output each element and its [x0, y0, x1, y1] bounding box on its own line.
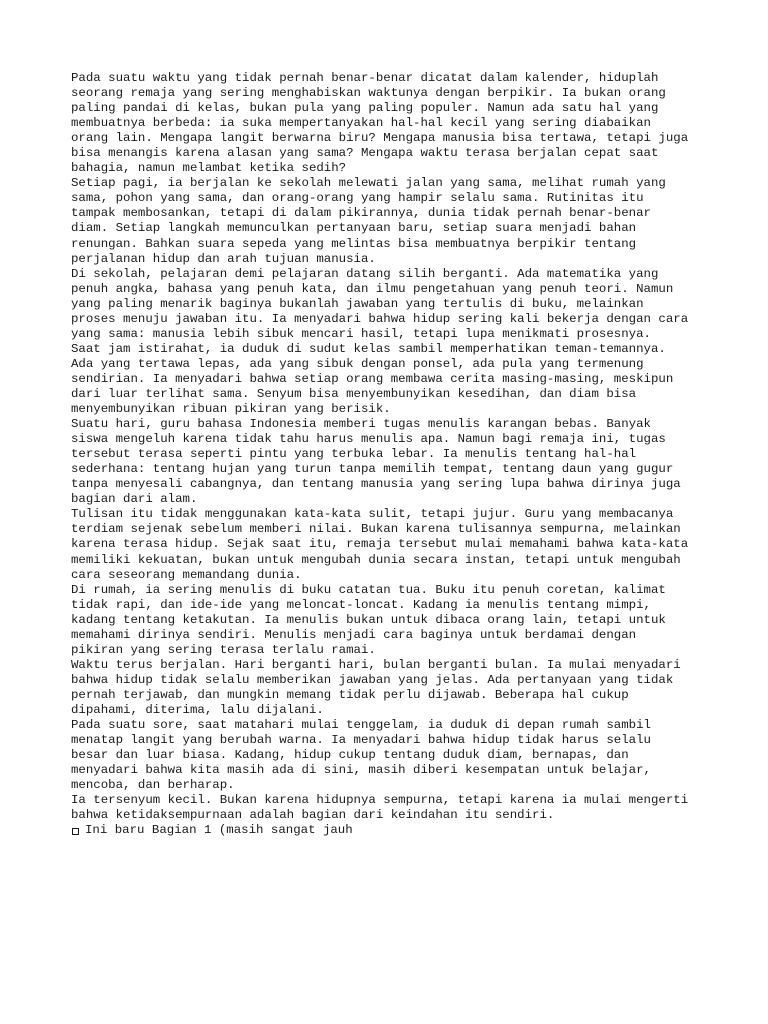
- document-body: [71, 71, 731, 838]
- text-line-final: [71, 823, 731, 838]
- text-line: perjalanan hidup dan arah tujuan manusia.: [71, 251, 376, 266]
- text-line: sama, pohon yang sama, dan orang-orang yang hampir selalu sama. Rutinitas itu: [71, 191, 644, 206]
- text-line: Setiap pagi, ia berjalan ke sekolah melewati jalan yang sama, melihat rumah yang: [71, 176, 666, 191]
- text-line: bahwa ketidaksempurnaan adalah bagian dari keindahan itu sendiri.: [71, 808, 555, 823]
- missing-glyph-box-icon: [72, 828, 79, 835]
- text-line: Ada yang tertawa lepas, ada yang sibuk dengan ponsel, ada pula yang termenung: [71, 356, 644, 371]
- text-line: orang lain. Mengapa langit berwarna biru? Mengapa manusia bisa tertawa, tetapi juga: [71, 131, 689, 146]
- text-line: tanpa menyesali cabangnya, dan tentang manusia yang sering lupa bahwa dirinya juga: [71, 477, 681, 492]
- text-line: Ia tersenyum kecil. Bukan karena hidupnya sempurna, tetapi karena ia mulai mengerti: [71, 793, 689, 808]
- text-line: bagian dari alam.: [71, 492, 198, 507]
- text-line: dari luar terlihat sama. Senyum bisa menyembunyikan kesedihan, dan diam bisa: [71, 386, 637, 401]
- text-line: Waktu terus berjalan. Hari berganti hari, bulan berganti bulan. Ia mulai menyadari: [71, 657, 681, 672]
- text-line: penuh angka, bahasa yang penuh kata, dan ilmu pengetahuan yang penuh teori. Namun: [71, 281, 674, 296]
- text-line: pikiran yang sering terasa terlalu ramai.: [71, 642, 376, 657]
- final-line-text: Ini baru Bagian 1 (masih sangat jauh: [85, 823, 353, 838]
- text-line: Tulisan itu tidak menggunakan kata-kata sulit, tetapi jujur. Guru yang membacanya: [71, 507, 674, 522]
- text-line: menyembunyikan ribuan pikiran yang berisik.: [71, 402, 391, 417]
- text-line: memahami dirinya sendiri. Menulis menjadi cara baginya untuk berdamai dengan: [71, 627, 637, 642]
- text-line: Saat jam istirahat, ia duduk di sudut kelas sambil memperhatikan teman-temannya.: [71, 341, 666, 356]
- text-line: paling pandai di kelas, bukan pula yang paling populer. Namun ada satu hal yang: [71, 101, 659, 116]
- text-line: Di sekolah, pelajaran demi pelajaran datang silih berganti. Ada matematika yang: [71, 266, 659, 281]
- text-line: Pada suatu sore, saat matahari mulai tenggelam, ia duduk di depan rumah sambil: [71, 718, 651, 733]
- text-line: tersebut terasa seperti pintu yang terbuka lebar. Ia menulis tentang hal-hal: [71, 447, 637, 462]
- text-line: Pada suatu waktu yang tidak pernah benar-benar dicatat dalam kalender, hiduplah: [71, 71, 659, 85]
- text-line: karena terasa hidup. Sejak saat itu, remaja tersebut mulai memahami bahwa kata-kata: [71, 537, 689, 552]
- text-line: bahwa hidup tidak selalu memberikan jawaban yang jelas. Ada pertanyaan yang tidak: [71, 672, 674, 687]
- text-line: Suatu hari, guru bahasa Indonesia memberi tugas menulis karangan bebas. Banyak: [71, 417, 651, 432]
- text-line: kadang tentang ketakutan. Ia menulis bukan untuk dibaca orang lain, tetapi untuk: [71, 612, 666, 627]
- text-line: memiliki kekuatan, bukan untuk mengubah dunia secara instan, tetapi untuk mengubah: [71, 552, 681, 567]
- text-line: siswa mengeluh karena tidak tahu harus menulis apa. Namun bagi remaja ini, tugas: [71, 432, 666, 447]
- text-line: menyadari bahwa kita masih ada di sini, masih diberi kesempatan untuk belajar,: [71, 763, 651, 778]
- text-line: mencoba, dan berharap.: [71, 778, 235, 793]
- text-line: sederhana: tentang hujan yang turun tanpa memilih tempat, tentang daun yang gugur: [71, 462, 674, 477]
- text-line: Di rumah, ia sering menulis di buku catatan tua. Buku itu penuh coretan, kalimat: [71, 582, 666, 597]
- text-line: besar dan luar biasa. Kadang, hidup cukup tentang duduk diam, bernapas, dan: [71, 748, 629, 763]
- text-line: yang paling menarik baginya bukanlah jawaban yang tertulis di buku, melainkan: [71, 296, 644, 311]
- text-line: bisa menangis karena alasan yang sama? Mengapa waktu terasa berjalan cepat saat: [71, 146, 659, 161]
- text-line: proses menuju jawaban itu. Ia menyadari bahwa hidup sering kali bekerja dengan cara: [71, 311, 689, 326]
- text-line: renungan. Bahkan suara sepeda yang melintas bisa membuatnya berpikir tentang: [71, 236, 637, 251]
- text-line: sendirian. Ia menyadari bahwa setiap orang membawa cerita masing-masing, meskipun: [71, 371, 674, 386]
- text-line: terdiam sejenak sebelum memberi nilai. Bukan karena tulisannya sempurna, melainkan: [71, 522, 681, 537]
- text-line: menatap langit yang berubah warna. Ia menyadari bahwa hidup tidak harus selalu: [71, 733, 651, 748]
- text-line: cara seseorang memandang dunia.: [71, 567, 302, 582]
- text-line: dipahami, diterima, lalu dijalani.: [71, 702, 324, 717]
- text-line: pernah terjawab, dan mungkin memang tidak perlu dijawab. Beberapa hal cukup: [71, 687, 629, 702]
- text-line: diam. Setiap langkah memunculkan pertanyaan baru, setiap suara menjadi bahan: [71, 221, 637, 236]
- text-line: tidak rapi, dan ide-ide yang meloncat-loncat. Kadang ia menulis tentang mimpi,: [71, 597, 651, 612]
- text-line: tampak membosankan, tetapi di dalam pikirannya, dunia tidak pernah benar-benar: [71, 206, 651, 221]
- text-line: seorang remaja yang sering menghabiskan waktunya dengan berpikir. Ia bukan orang: [71, 86, 666, 101]
- text-line: membuatnya berbeda: ia suka mempertanyakan hal-hal kecil yang sering diabaikan: [71, 116, 651, 131]
- text-line: yang sama: manusia lebih sibuk mencari hasil, tetapi lupa menikmati prosesnya.: [71, 326, 651, 341]
- text-line: bahagia, namun melambat ketika sedih?: [71, 161, 347, 176]
